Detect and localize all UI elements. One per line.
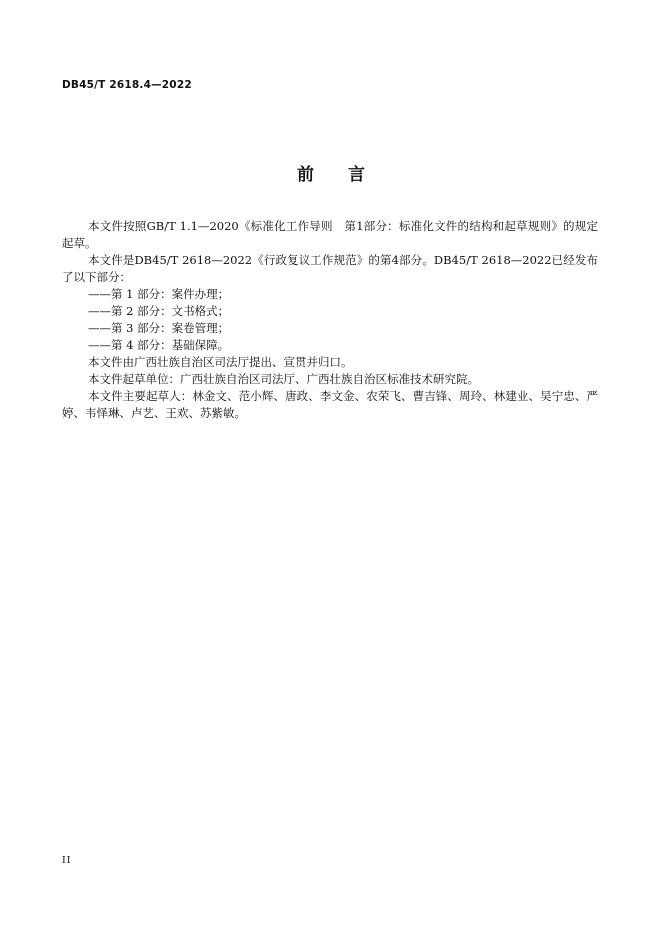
document-number: DB45/T 2618.4—2022 bbox=[62, 79, 192, 91]
page-title: 前 言 bbox=[297, 165, 365, 185]
proposer-paragraph: 本文件由广西壮族自治区司法厅提出、宣贯并归口。 bbox=[88, 355, 353, 369]
page-number: II bbox=[62, 855, 72, 866]
intro-paragraph: 本文件按照GB/T 1.1—2020《标准化工作导则 第1部分：标准化文件的结构和起草规则》的规定起草。 bbox=[62, 219, 598, 250]
foreword-body bbox=[62, 218, 598, 422]
list-item-part-3: ——第 3 部分：案卷管理； bbox=[88, 321, 230, 335]
series-paragraph: 本文件是DB45/T 2618—2022《行政复议工作规范》的第4部分。DB45/T 2618—2022已经发布了以下部分： bbox=[62, 253, 598, 284]
list-item-part-1: ——第 1 部分：案件办理； bbox=[88, 287, 230, 301]
drafting-units-paragraph: 本文件起草单位：广西壮族自治区司法厅、广西壮族自治区标准技术研究院。 bbox=[88, 372, 479, 386]
list-item-part-2: ——第 2 部分：文书格式； bbox=[88, 304, 230, 318]
drafters-paragraph: 本文件主要起草人：林金文、范小辉、唐政、李文金、农荣飞、曹吉锋、周玲、林建业、吴宁忠、严婷、韦怿琳、卢艺、王欢、苏紫敏。 bbox=[62, 389, 598, 420]
list-item-part-4: ——第 4 部分：基础保障。 bbox=[88, 338, 230, 352]
